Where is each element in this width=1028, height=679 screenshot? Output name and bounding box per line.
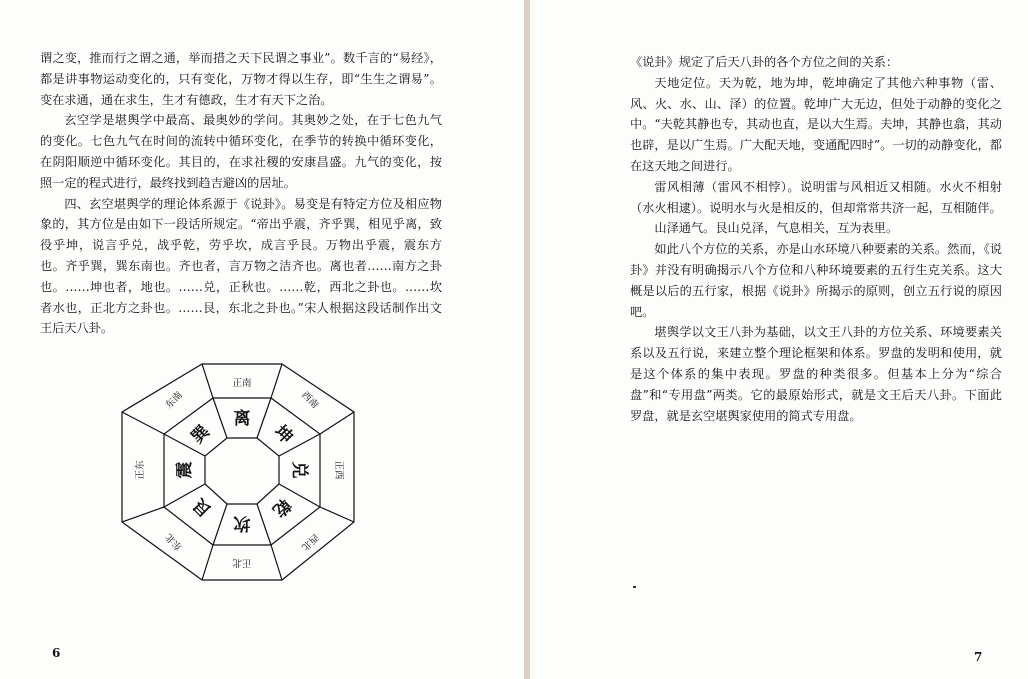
paragraph: 堪舆学以文王八卦为基础，以文王八卦的方位关系、环境要素关系以及五行说，来建立整个理论框架和体系。罗盘的发明和使用，就是这个体系的集中表现。罗盘的种类很多。但基本上分为“综合盘”和“专用盘”两类。它的最原始形式，就是文王后天八卦。下面此罗盘，就是玄空堪舆家使用的简式专用盘。 [630, 325, 1002, 423]
direction-east: 正东 [135, 460, 146, 480]
direction-south: 正南 [232, 378, 252, 389]
outer-octagon [122, 364, 354, 580]
trigram-northwest: 乾 [268, 494, 295, 521]
left-page-text [40, 48, 442, 339]
bagua-diagram [112, 356, 372, 588]
direction-west: 正西 [333, 460, 344, 480]
paragraph: 天地定位。天为乾，地为坤，乾坤确定了其他六种事物（雷、风、火、水、山、泽）的位置。乾坤广大无边，但处于动静的变化之中。“夫乾其静也专，其动也直，是以大生焉。夫坤，其静也翕，其动也辟，是以广生焉。广大配天地，变通配四时”。一切的动静变化，都在这天地之间进行。 [630, 75, 1002, 173]
paragraph: 如此八个方位的关系，亦是山水环境八种要素的关系。然而，《说卦》并没有明确揭示八个方位和八种环境要素的五行生克关系。这大概是以后的五行家，根据《说卦》所揭示的原则，创立五行说的原因吧。 [630, 242, 1002, 319]
ink-speck [633, 586, 636, 588]
direction-southeast: 东南 [163, 389, 185, 411]
bagua-svg [112, 356, 372, 588]
trigram-southeast: 巽 [187, 421, 214, 448]
paragraph: 谓之变，推而行之谓之通，举而措之天下民谓之事业”。数千言的“易经》，都是讲事物运动变化的，只有变化，万物才得以生存，即“生生之谓易”。变在求通，通在求生，生才有德政，生才有天下之治。 [40, 51, 442, 107]
paragraph: 雷风相薄（雷风不相悖）。说明雷与风相近又相随。水火不相射（水火相逮）。说明水与火是相反的，但却常常共济一起，互相随伴。 [630, 179, 1002, 215]
trigram-east: 震 [175, 461, 195, 479]
paragraph: 四、玄空堪舆学的理论体系源于《说卦》。易变是有特定方位及相应物象的，其方位是由如下一段话所规定。“帝出乎震，齐乎巽，相见乎离，致役乎坤，说言乎兑，战乎乾，劳乎坎，成言乎艮。万物出乎震，震东方也。齐乎巽，巽东南也。齐也者，言万物之洁齐也。离也者……南方之卦也。……坤也者，地也。……兑，正秋也。……乾，西北之卦也。……坎者水也，正北方之卦也。……艮，东北之卦也。”宋人根据这段话制作出文王后天八卦。 [40, 196, 442, 336]
trigram-northeast: 艮 [189, 494, 216, 521]
direction-north: 正北 [232, 557, 252, 568]
direction-southwest: 西南 [299, 389, 321, 411]
direction-northeast: 东北 [163, 531, 185, 553]
right-page-text [630, 52, 1002, 426]
page-number: 6 [52, 646, 61, 660]
paragraph: 《说卦》规定了后天八卦的各个方位之间的关系： [630, 55, 899, 69]
direction-northwest: 西北 [299, 531, 321, 553]
paragraph: 山泽通气。艮山兑泽，气息相关，互为表里。 [654, 221, 899, 236]
page-number: 7 [974, 650, 983, 664]
trigram-south: 离 [233, 409, 251, 429]
right-page [530, 0, 1028, 679]
trigram-west: 兑 [289, 461, 309, 479]
trigram-north: 坎 [233, 513, 251, 533]
inner-octagon [205, 438, 279, 504]
paragraph: 玄空学是堪舆学中最高、最奥妙的学问。其奥妙之处，在于七色九气的变化。七色九气在时间的流转中循环变化，在季节的转换中循环变化，在阴阳顺逆中循环变化。其目的，在求社稷的安康昌盛。九气的变化，按照一定的程式进行，最终找到趋吉避凶的居址。 [40, 113, 442, 190]
trigram-southwest: 坤 [270, 421, 297, 448]
